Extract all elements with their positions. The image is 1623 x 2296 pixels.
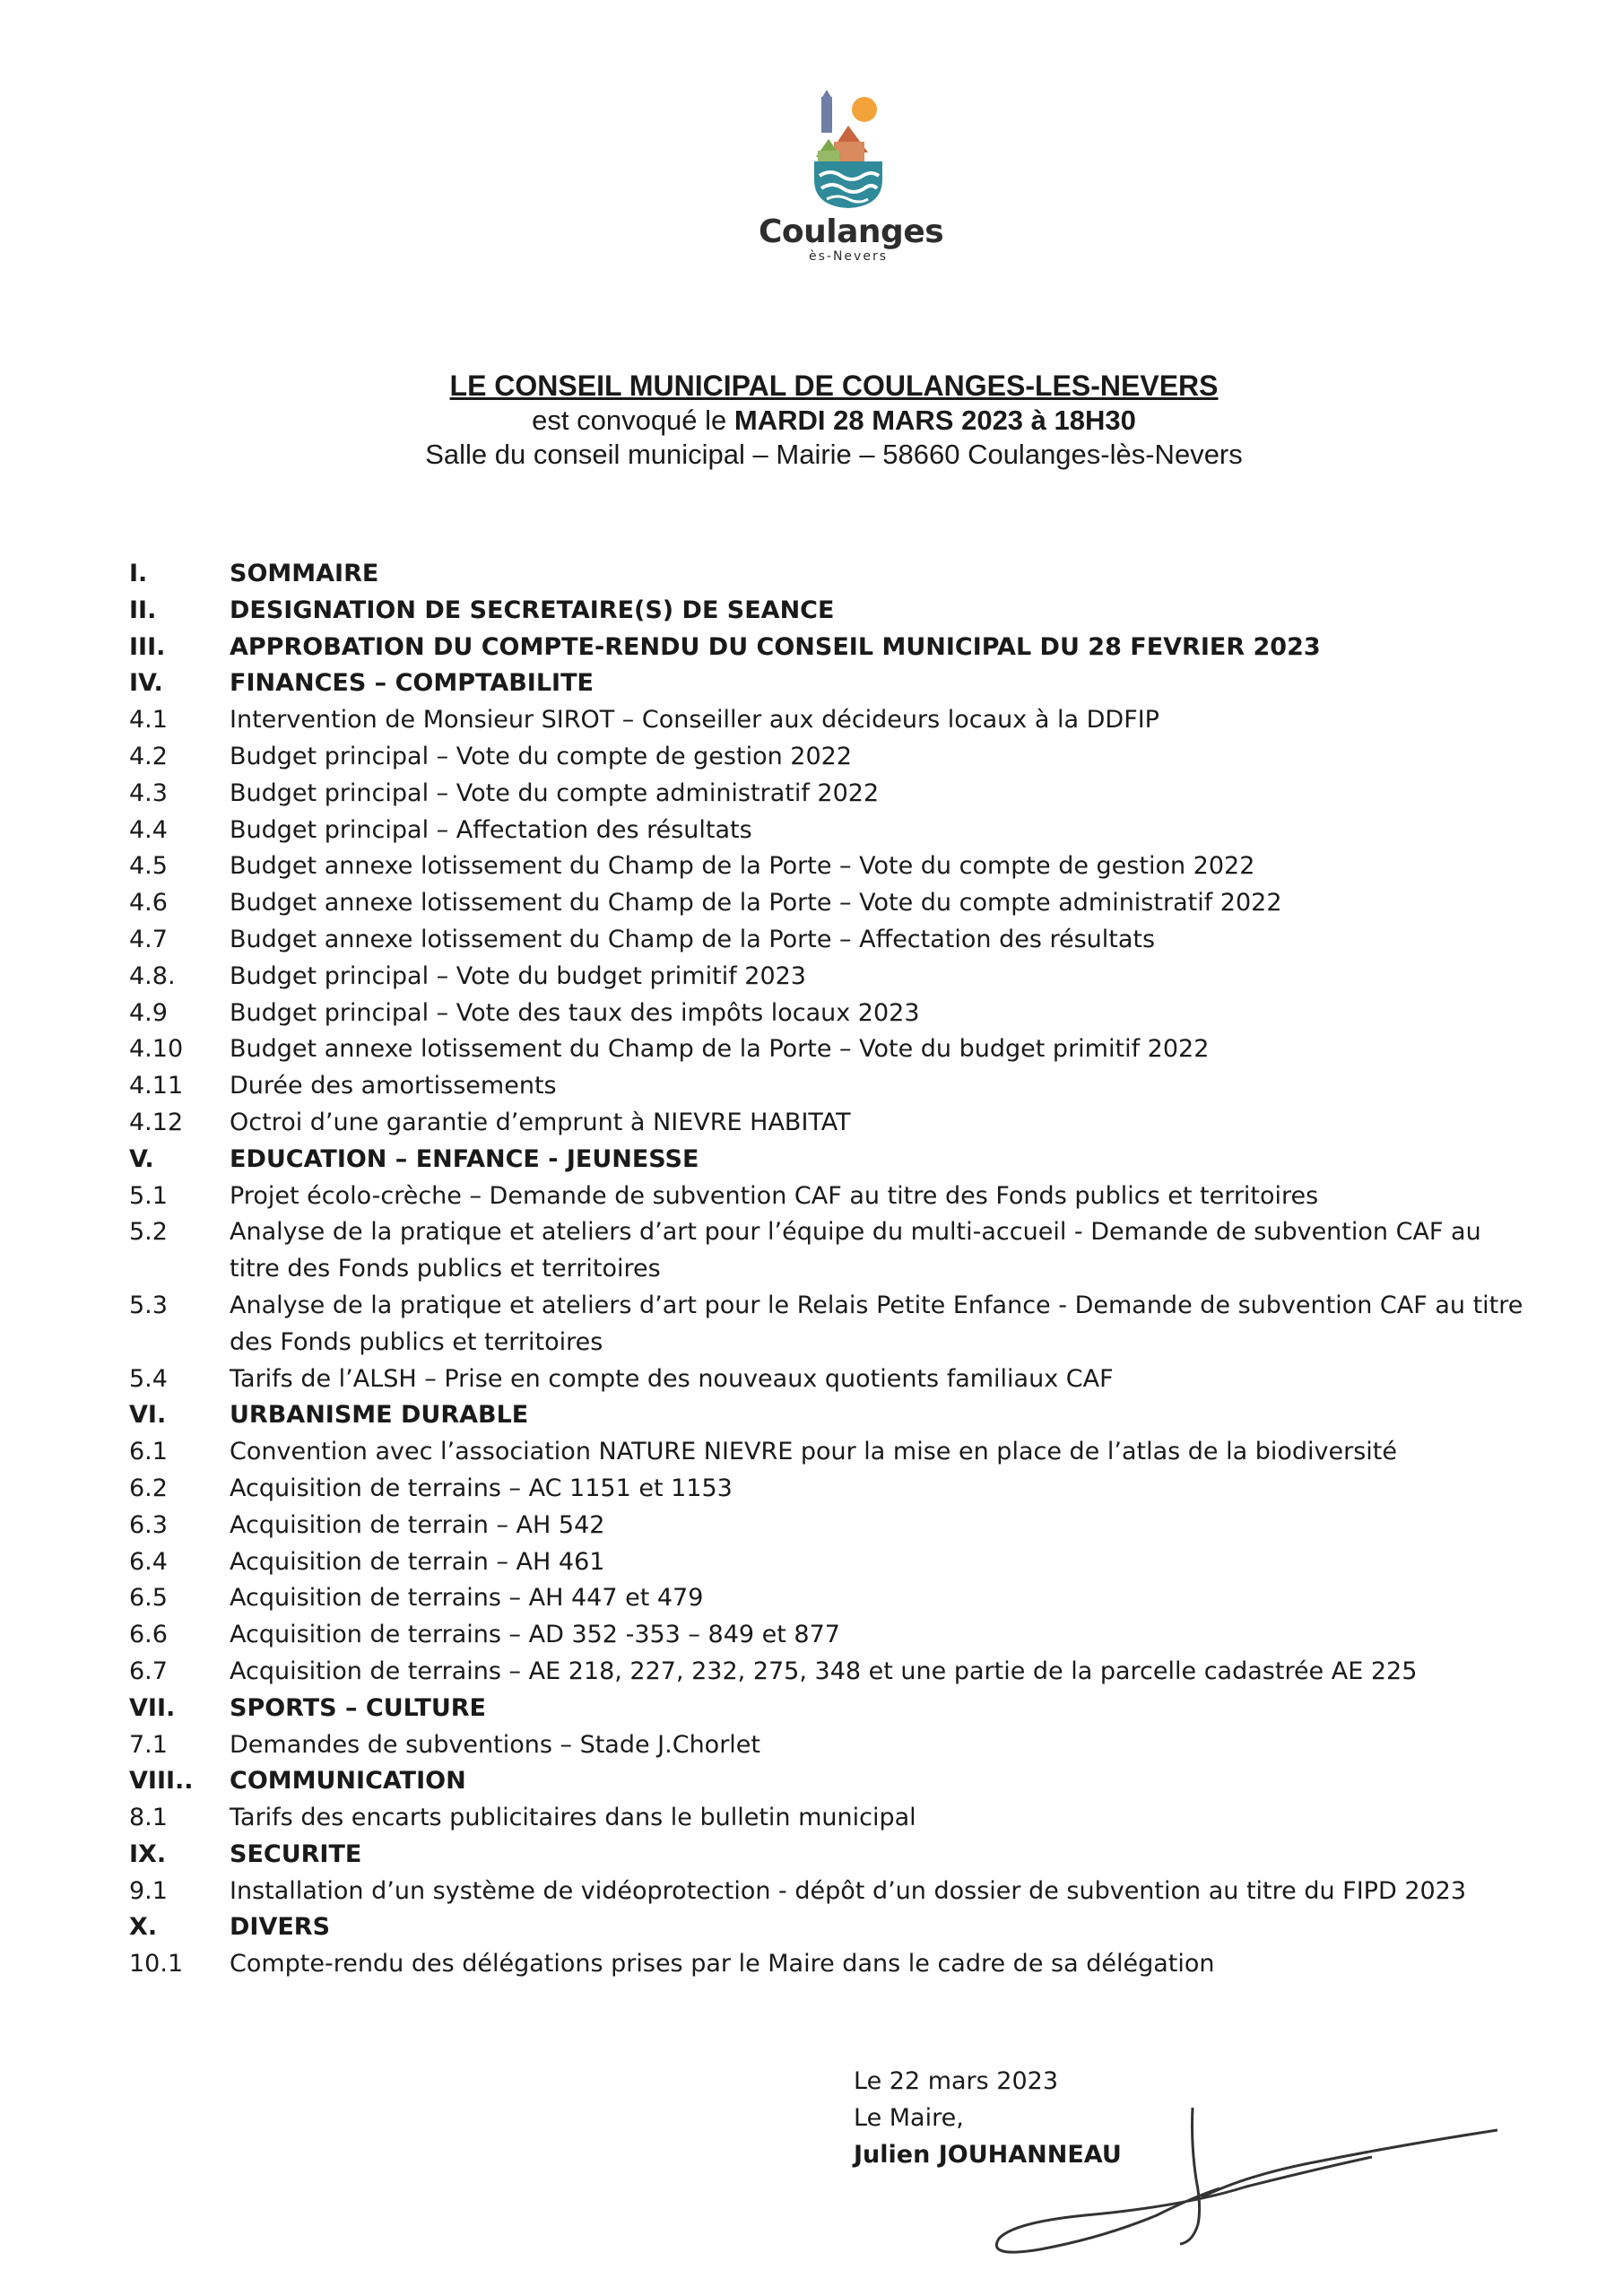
- signature-date: Le 22 mars 2023: [854, 2067, 1059, 2095]
- agenda-item-number: IX.: [129, 1839, 167, 1868]
- agenda-item-text: Acquisition de terrains – AH 447 et 479: [230, 1584, 704, 1613]
- agenda-item-text: SOMMAIRE: [230, 560, 379, 587]
- agenda-item-text: EDUCATION – ENFANCE - JEUNESSE: [230, 1144, 699, 1173]
- agenda-item: [129, 813, 1528, 849]
- agenda-item: [129, 1361, 1528, 1398]
- agenda-item-text: Budget principal – Vote des taux des impôts locaux 2023: [230, 998, 920, 1027]
- agenda-item-number: 4.5: [129, 852, 168, 881]
- agenda-item-number: 4.8.: [129, 961, 176, 990]
- agenda-item-text: Budget principal – Affectation des résultats: [230, 815, 752, 844]
- agenda-item-number: 8.1: [129, 1804, 168, 1832]
- agenda-item-text: APPROBATION DU COMPTE-RENDU DU CONSEIL MUNICIPAL DU 28 FEVRIER 2023: [230, 632, 1321, 661]
- agenda-item: [129, 1214, 1528, 1288]
- agenda-section: [129, 556, 1528, 593]
- agenda-item: [129, 1288, 1528, 1361]
- agenda-item-text: Acquisition de terrains – AE 218, 227, 232, 275, 348 et une partie de la parcelle cadastrée AE 225: [230, 1657, 1418, 1685]
- agenda-item-text: URBANISME DURABLE: [230, 1401, 529, 1430]
- agenda-item-number: IV.: [129, 669, 163, 698]
- agenda-item: [129, 1800, 1528, 1837]
- agenda-section: [129, 1837, 1528, 1874]
- agenda-item-text: Budget principal – Vote du compte de gestion 2022: [230, 742, 852, 770]
- agenda-section: [129, 665, 1528, 702]
- agenda-item-text: Durée des amortissements: [230, 1072, 557, 1100]
- municipal-logo: [759, 90, 944, 269]
- agenda-item-number: V.: [129, 1144, 154, 1173]
- convocation-header: [0, 368, 1623, 472]
- agenda-item-text: Convention avec l’association NATURE NIEVRE pour la mise en place de l’atlas de la biodiversité: [230, 1438, 1397, 1466]
- agenda-item-number: 5.3: [129, 1291, 168, 1319]
- agenda-item-text: SECURITE: [230, 1839, 362, 1868]
- agenda-item-number: X.: [129, 1913, 158, 1942]
- agenda-item-text: Analyse de la pratique et ateliers d’art pour le Relais Petite Enfance - Demande de subvention CAF au titre des Fonds publics et territoires: [230, 1291, 1523, 1356]
- agenda-section: [129, 1691, 1528, 1727]
- agenda-item-text: Acquisition de terrain – AH 542: [230, 1510, 605, 1539]
- agenda-item-number: 4.6: [129, 889, 168, 918]
- coulanges-emblem-icon: [812, 90, 884, 211]
- agenda-item-number: VII.: [129, 1693, 176, 1722]
- agenda-item-number: 5.4: [129, 1364, 168, 1393]
- logo-name: Coulanges: [759, 213, 944, 250]
- agenda-item: [129, 1874, 1528, 1910]
- agenda-item-text: Demandes de subventions – Stade J.Chorlet: [230, 1730, 760, 1759]
- agenda-item: [129, 1068, 1528, 1105]
- agenda-item: [129, 1727, 1528, 1764]
- agenda-item-number: 6.3: [129, 1510, 168, 1539]
- handwritten-signature-icon: [977, 2090, 1533, 2269]
- agenda-item-number: 4.9: [129, 998, 168, 1027]
- agenda-item-text: Acquisition de terrain – AH 461: [230, 1547, 605, 1576]
- agenda-item-number: 6.1: [129, 1438, 168, 1466]
- agenda-item-number: 10.1: [129, 1950, 184, 1979]
- agenda-item: [129, 996, 1528, 1032]
- agenda-item-number: I.: [129, 560, 148, 587]
- agenda-item-text: DESIGNATION DE SECRETAIRE(S) DE SEANCE: [230, 596, 835, 624]
- agenda-item-text: Budget annexe lotissement du Champ de la Porte – Vote du compte administratif 2022: [230, 889, 1282, 918]
- agenda-item-text: Tarifs de l’ALSH – Prise en compte des nouveaux quotients familiaux CAF: [230, 1364, 1114, 1393]
- agenda-item-number: 4.10: [129, 1035, 184, 1064]
- meeting-date-prefix: est convoqué le: [532, 404, 734, 436]
- agenda-item: [129, 1946, 1528, 1983]
- agenda-item: [129, 702, 1528, 739]
- agenda-item: [129, 1654, 1528, 1691]
- agenda-section: [129, 593, 1528, 630]
- agenda-item-text: Acquisition de terrains – AD 352 -353 – 849 et 877: [230, 1621, 840, 1649]
- agenda-item-text: Budget annexe lotissement du Champ de la Porte – Vote du compte de gestion 2022: [230, 852, 1255, 881]
- agenda-item-text: Intervention de Monsieur SIROT – Conseiller aux décideurs locaux à la DDFIP: [230, 706, 1159, 735]
- agenda-item: [129, 1471, 1528, 1508]
- agenda-item: [129, 1031, 1528, 1068]
- agenda-item-text: Budget annexe lotissement du Champ de la Porte – Affectation des résultats: [230, 925, 1156, 953]
- agenda-item-text: Octroi d’une garantie d’emprunt à NIEVRE HABITAT: [230, 1108, 851, 1136]
- agenda-section: [129, 1909, 1528, 1946]
- agenda-item-text: SPORTS – CULTURE: [230, 1693, 486, 1722]
- agenda-item-number: 6.7: [129, 1657, 168, 1685]
- agenda-item: [129, 1508, 1528, 1544]
- agenda-item-number: 6.2: [129, 1474, 168, 1502]
- agenda-item: [129, 959, 1528, 996]
- agenda-item-text: COMMUNICATION: [230, 1767, 466, 1796]
- agenda-item-text: Analyse de la pratique et ateliers d’art pour l’équipe du multi-accueil - Demande de subvention CAF au titre des Fonds publics et territoires: [230, 1218, 1481, 1283]
- agenda-item-text: Acquisition de terrains – AC 1151 et 1153: [230, 1474, 733, 1502]
- meeting-date-line: [45, 404, 1623, 438]
- agenda-section: [129, 630, 1528, 666]
- agenda-item: [129, 776, 1528, 813]
- agenda-item: [129, 1434, 1528, 1471]
- agenda-item: [129, 1105, 1528, 1142]
- agenda-item-text: Budget principal – Vote du budget primitif 2023: [230, 961, 806, 990]
- agenda-item-text: DIVERS: [230, 1913, 331, 1942]
- agenda-item-text: Compte-rendu des délégations prises par le Maire dans le cadre de sa délégation: [230, 1950, 1215, 1979]
- agenda-section: [129, 1763, 1528, 1800]
- agenda-list: [129, 556, 1528, 1983]
- agenda-item-number: II.: [129, 596, 157, 624]
- agenda-item-number: 4.3: [129, 778, 168, 807]
- agenda-item-number: 4.1: [129, 706, 168, 735]
- agenda-item-text: FINANCES – COMPTABILITE: [230, 669, 594, 698]
- agenda-item-number: 5.2: [129, 1218, 168, 1247]
- agenda-item-number: 4.4: [129, 815, 168, 844]
- council-title: LE CONSEIL MUNICIPAL DE COULANGES-LES-NEVERS: [449, 370, 1219, 402]
- agenda-item-text: Installation d’un système de vidéoprotection - dépôt d’un dossier de subvention au titre du FIPD 2023: [230, 1876, 1467, 1905]
- agenda-item-number: VI.: [129, 1401, 167, 1430]
- agenda-section: [129, 1142, 1528, 1178]
- agenda-item-text: Tarifs des encarts publicitaires dans le bulletin municipal: [230, 1804, 916, 1832]
- agenda-item-number: 6.5: [129, 1584, 168, 1613]
- agenda-section: [129, 1397, 1528, 1434]
- agenda-item: [129, 1580, 1528, 1617]
- logo-subtitle: ès-Nevers: [809, 249, 888, 264]
- agenda-item-number: VIII..: [129, 1767, 194, 1796]
- agenda-item: [129, 848, 1528, 885]
- agenda-item-text: Budget principal – Vote du compte administratif 2022: [230, 778, 880, 807]
- agenda-item: [129, 1617, 1528, 1654]
- agenda-item-number: 7.1: [129, 1730, 168, 1759]
- agenda-item: [129, 885, 1528, 922]
- agenda-item-text: Projet écolo-crèche – Demande de subvention CAF au titre des Fonds publics et territoires: [230, 1181, 1319, 1210]
- agenda-item-number: 4.12: [129, 1108, 184, 1136]
- agenda-item-number: 6.6: [129, 1621, 168, 1649]
- agenda-item-text: Budget annexe lotissement du Champ de la Porte – Vote du budget primitif 2022: [230, 1035, 1210, 1064]
- agenda-item-number: 4.7: [129, 925, 168, 953]
- agenda-item-number: 4.2: [129, 742, 168, 770]
- agenda-item: [129, 739, 1528, 776]
- agenda-item-number: 9.1: [129, 1876, 168, 1905]
- agenda-item: [129, 1544, 1528, 1581]
- meeting-date: MARDI 28 MARS 2023 à 18H30: [733, 404, 1136, 436]
- agenda-item-number: 4.11: [129, 1072, 184, 1100]
- agenda-item: [129, 1178, 1528, 1215]
- agenda-item-number: 6.4: [129, 1547, 168, 1576]
- signature-role: Le Maire,: [854, 2104, 964, 2132]
- agenda-item-number: III.: [129, 632, 166, 661]
- agenda-item-number: 5.1: [129, 1181, 168, 1210]
- signature-name: Julien JOUHANNEAU: [854, 2141, 1122, 2169]
- agenda-item: [129, 922, 1528, 959]
- meeting-location: Salle du conseil municipal – Mairie – 58660 Coulanges-lès-Nevers: [425, 439, 1243, 470]
